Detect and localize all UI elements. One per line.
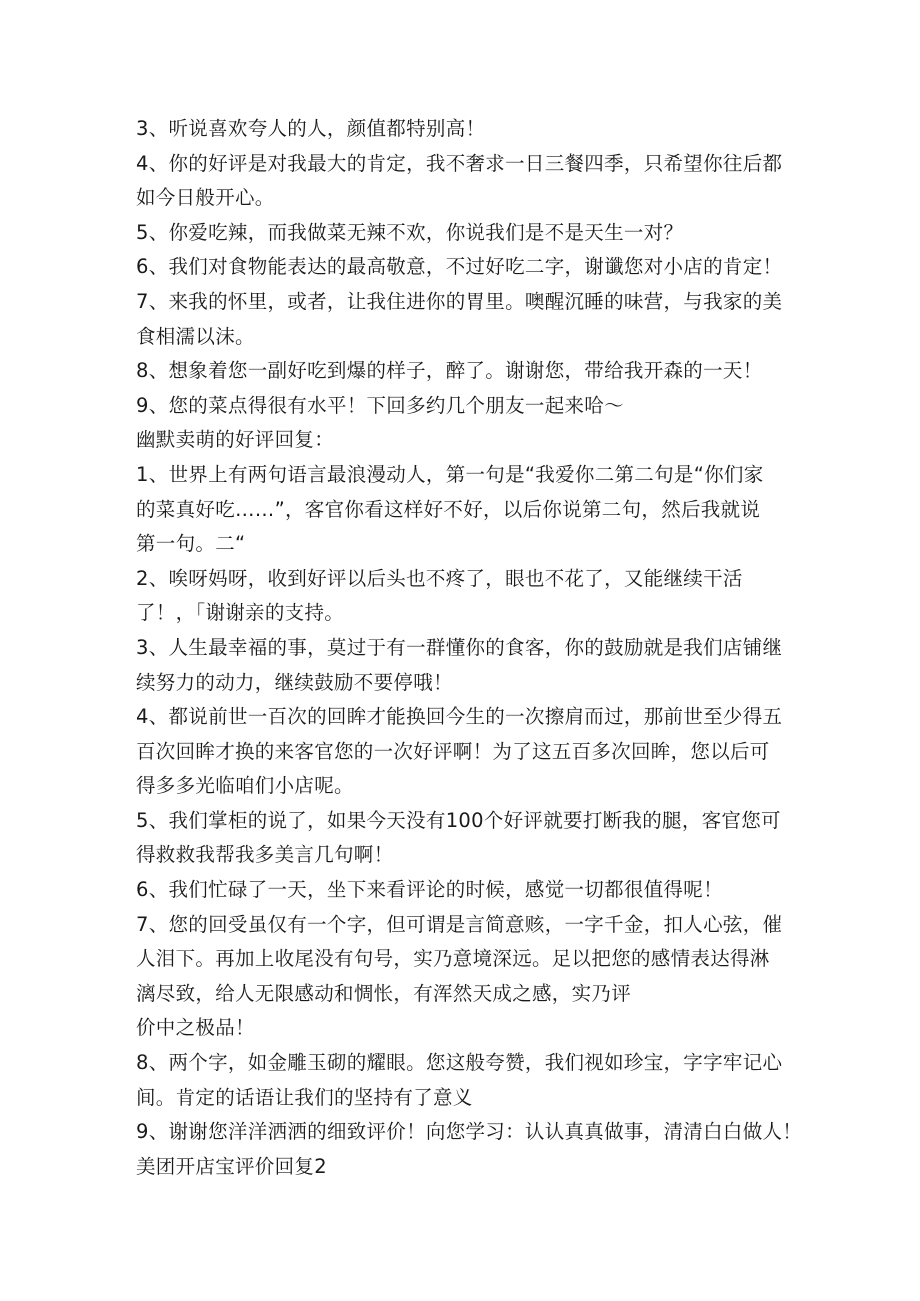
text-line: 了！，「谢谢亲的支持。 — [136, 601, 345, 625]
section-heading: 美团开店宝评价回复2 — [136, 1154, 327, 1178]
text-line: 得救救我帮我多美言几句啊！ — [136, 843, 394, 867]
text-line: 如今日般开心。 — [136, 186, 275, 210]
text-line: 5、我们掌柜的说了，如果今天没有100个好评就要打断我的腿，客官您可 — [136, 808, 781, 832]
text-line: 6、我们对食物能表达的最高敬意，不过好吃二字，谢谶您对小店的肯定！ — [136, 255, 783, 279]
text-line: 间。肯定的话语让我们的坚持有了意义 — [136, 1085, 473, 1109]
text-line: 2、唉呀妈呀，收到好评以后头也不疼了，眼也不花了，又能继续干活 — [136, 566, 743, 590]
text-line: 食相濡以沫。 — [136, 324, 255, 348]
text-line: 4、你的好评是对我最大的肯定，我不奢求一日三餐四季，只希望你往后都 — [136, 151, 783, 175]
text-line: 漓尽致，给人无限感动和惆怅，有浑然天成之感，实乃评 — [136, 981, 632, 1005]
text-line: 8、两个字，如金雕玉砌的耀眼。您这般夸赞，我们视如珍宝，字字牢记心 — [136, 1051, 783, 1075]
text-line: 7、您的回受虽仅有一个字，但可谓是言简意赅，一字千金，扣人心弦，催 — [136, 912, 783, 936]
text-line: 价中之极品！ — [136, 1016, 255, 1040]
text-line: 1、世界上有两句语言最浪漫动人，第一句是“我爱你二第二句是“你们家 — [136, 462, 764, 486]
text-line: 8、想象着您一副好吃到爆的样子，醉了。谢谢您，带给我开森的一天！ — [136, 359, 763, 383]
text-line: 9、您的菜点得很有水平！下回多约几个朋友一起来哈～ — [136, 393, 624, 417]
text-line: 人泪下。再加上收尾没有句号，实乃意境深远。足以把您的感情表达得淋 — [136, 947, 770, 971]
section-heading: 幽默卖萌的好评回复： — [136, 428, 335, 452]
document-body — [136, 112, 803, 1184]
text-line: 3、人生最幸福的事，莫过于有一群懂你的食客，你的鼓励就是我们店铺继 — [136, 635, 783, 659]
text-line: 9、谢谢您洋洋洒洒的细致评价！向您学习：认认真真做事，清清白白做人！ — [136, 1120, 803, 1144]
text-line: 6、我们忙碌了一天，坐下来看评论的时候，感觉一切都很值得呢！ — [136, 878, 723, 902]
text-line: 4、都说前世一百次的回眸才能换回今生的一次擦肩而过，那前世至少得五 — [136, 705, 783, 729]
text-line: 得多多光临咱们小店呢。 — [136, 774, 354, 798]
text-line: 百次回眸才换的来客官您的一次好评啊！为了这五百多次回眸，您以后可 — [136, 739, 770, 763]
text-line: 3、听说喜欢夸人的人，颜值都特别高！ — [136, 117, 486, 140]
text-line: 7、来我的怀里，或者，让我住进你的胃里。噢醒沉睡的味营，与我家的美 — [136, 289, 783, 313]
text-line: 5、你爱吃辣，而我做菜无辣不欢，你说我们是不是天生一对？ — [136, 220, 684, 244]
text-line: 的菜真好吃……”，客官你看这样好不好，以后你说第二句，然后我就说 — [136, 497, 761, 521]
text-line: 第一句。二“ — [136, 532, 246, 556]
text-line: 续努力的动力，继续鼓励不要停哦！ — [136, 670, 453, 694]
